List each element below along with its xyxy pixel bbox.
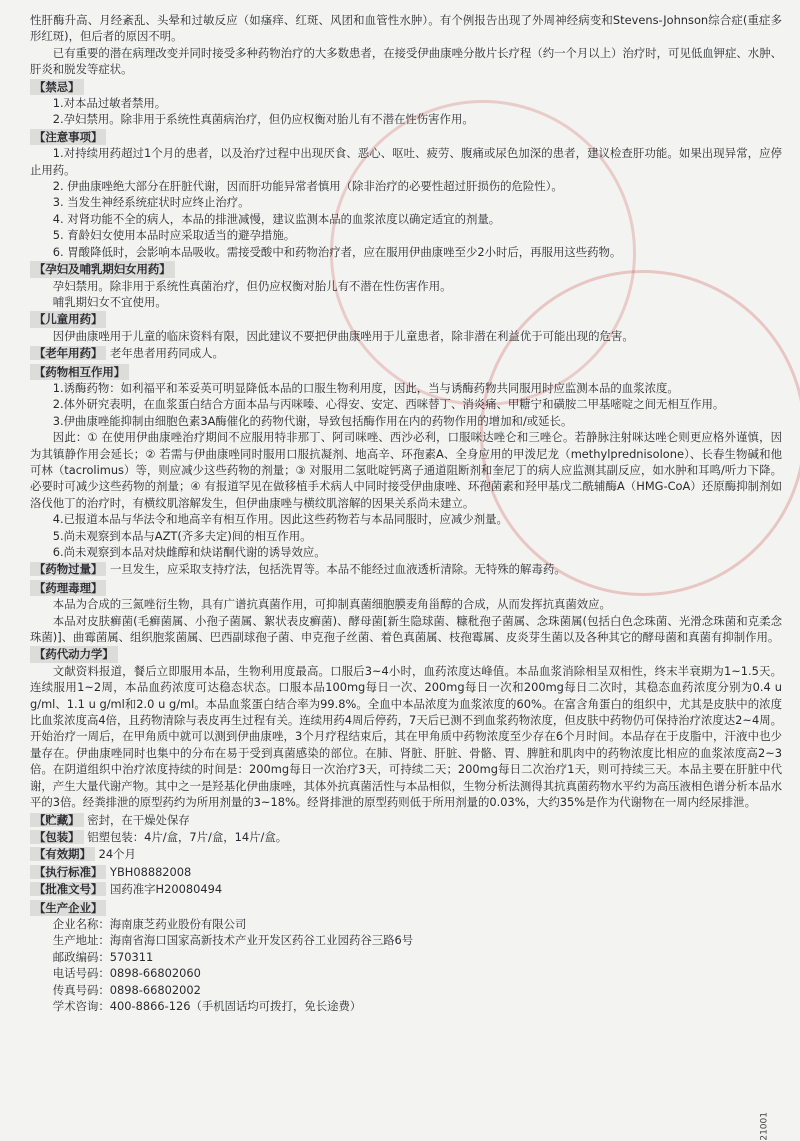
- overdose-heading: 【药物过量】: [30, 562, 106, 576]
- manufacturer-postcode: 邮政编码：570311: [52, 949, 154, 964]
- pregnancy-item: 孕妇禁用。除非用于系统性真菌治疗，但仍应权衡对胎儿有不潜在性伤害作用。: [52, 278, 452, 293]
- interaction-item: 5.尚未观察到本品与AZT(齐多夫定)间的相互作用。: [52, 528, 312, 543]
- validity-text: 24个月: [98, 847, 136, 862]
- contraindications-section: [30, 78, 782, 128]
- pregnancy-section: [30, 260, 782, 310]
- interaction-item: 2.体外研究表明，在血浆蛋白结合方面本品与丙咪嗪、心得安、安定、西咪替丁、消炎痛、甲糖宁和磺胺二甲基嘧啶之间无相互作用。: [52, 397, 725, 412]
- children-text: 因伊曲康唑用于儿童的临床资料有限，因此建议不要把伊曲康唑用于儿童患者，除非潜在利益优于可能出现的危害。: [52, 328, 634, 343]
- manufacturer-fax: 传真号码：0898-66802002: [52, 982, 201, 997]
- package-heading: 【包装】: [30, 830, 84, 844]
- package-section: [30, 829, 782, 845]
- manufacturer-address: 生产地址：海南省海口国家高新技术产业开发区药谷工业园药谷三路6号: [52, 933, 414, 948]
- storage-heading: 【贮藏】: [30, 813, 84, 827]
- precaution-item: 5. 育龄妇女使用本品时应采取适当的避孕措施。: [52, 228, 296, 243]
- approval-text: 国药准字H20080494: [109, 882, 223, 897]
- pharmacokinetics-text: 文献资料报道，餐后立即服用本品，生物利用度最高。口服后3~4小时，血药浓度达峰值。本品血浆消除相呈双相性，终末半衰期为1~1.5天。连续服用1~2周，本品血药浓度可达稳态状态。口服本品100mg每日一次、200mg每日一次和200mg每日二次时，其稳态血药浓度分别为0.4 u g/ml、1.1 u g/ml和2.0 u g/ml。本品血浆蛋白结合率为99.8%。全血中本品浓度为血浆浓度的60%。在富含角蛋白的组织中，尤其是皮肤中的浓度比血浆浓度高4倍，且药物清除与表皮再生过程有关。连续用药4周后停药，7天后已测不到血浆药物浓度，但皮肤中药物仍可保持治疗浓度达2~4周。开始治疗一周后，在甲角质中就可以测到伊曲康唑，3个月疗程结束后，其在甲角质中药物浓度至少存在6个月时间。本品存在于皮脂中，汗液中也少量存在。伊曲康唑同时也集中的分布在易于受到真菌感染的部位。在肺、肾脏、肝脏、骨骼、胃、脾脏和肌肉中的药物浓度比相应的血浆浓度高2~3倍。在阴道组织中治疗浓度持续的时间是：200mg每日一次治疗3天，可持续二天；200mg每日二次治疗1天，则可持续三天。本品主要在肝脏中代谢，产生大量代谢产物。其中之一是羟基化伊曲康唑，其体外抗真菌活性与本品相似，生物分析法测得其抗真菌药物水平约为高压液相色谱分析本品水平的3倍。经粪排泄的原型药约为所用剂量的3~18%。经肾排泄的原型药则低于所用剂量的0.03%，大约35%是作为代谢物在一周内经尿排泄。: [30, 663, 783, 810]
- storage-text: 密封，在干燥处保存: [87, 812, 190, 827]
- manufacturer-phone: 电话号码：0898-66802060: [52, 966, 201, 981]
- print-code: 21001: [760, 1112, 770, 1141]
- intro-paragraph-2: 已有重要的潜在病理改变并同时接受多种药物治疗的大多数患者，在接受伊曲康唑分散片长疗程（约一个月以上）治疗时，可见低血钾症、水肿、肝炎和脱发等症状。: [30, 45, 782, 77]
- intro-section: [30, 12, 782, 78]
- children-section: [30, 310, 782, 344]
- contraindications-heading: 【禁忌】: [30, 79, 84, 95]
- interaction-item: 3.伊曲康唑能抑制由细胞色素3A酶催化的药物代谢，导致包括酶作用在内的药物作用的增加和/或延长。: [52, 413, 573, 428]
- pharmacokinetics-section: [30, 645, 782, 810]
- pregnancy-item: 哺乳期妇女不宜使用。: [52, 294, 167, 309]
- pharmacokinetics-heading: 【药代动力学】: [30, 646, 118, 662]
- precautions-section: [30, 128, 782, 260]
- pharmacology-item: 本品对皮肤癣菌(毛癣菌属、小孢子菌属、絮状表皮癣菌)、酵母菌[新生隐球菌、糠秕孢子菌属、念珠菌属(包括白色念珠菌、光滑念珠菌和克柔念珠菌)]、曲霉菌属、组织胞浆菌属、巴西副球孢子菌、申克孢子丝菌、着色真菌属、枝孢霉属、皮炎芽生菌以及各种其它的酵母菌和真菌有抑制作用。: [30, 613, 782, 645]
- contraindication-item: 2.孕妇禁用。除非用于系统性真菌病治疗，但仍应权衡对胎儿有不潜在性伤害作用。: [52, 112, 474, 127]
- package-text: 铝塑包装：4片/盒，7片/盒，14片/盒。: [87, 829, 288, 844]
- approval-heading: 【批准文号】: [30, 882, 106, 896]
- approval-section: [30, 881, 782, 897]
- standard-text: YBH08882008: [109, 864, 192, 879]
- pregnancy-heading: 【孕妇及哺乳期妇女用药】: [30, 261, 175, 277]
- children-heading: 【儿童用药】: [30, 311, 106, 327]
- elderly-section: [30, 345, 782, 361]
- interaction-item: 6.尚未观察到本品对炔雌醇和炔诺酮代谢的诱导效应。: [52, 545, 326, 559]
- interaction-item: 因此：① 在使用伊曲康唑治疗期间不应服用特非那丁、阿司咪唑、西沙必利，口服咪达唑仑和三唑仑。若静脉注射咪达唑仑则更应格外谨慎，因为其镇静作用会延长；② 若需与伊曲康唑同时服用口服抗凝剂、地高辛、环孢素A、全身应用的甲泼尼龙（methylprednisolone）、长春生物碱和他可林（tacrolimus）等，则应减少这些药物的剂量；③ 对服用二氢吡啶钙离子通道阻断剂和奎尼丁的病人应监测其副反应，如水肿和耳鸣/听力下降。必要时可减少这些药物的剂量；④ 有报道罕见在做移植手术病人中同时接受伊曲康唑、环孢菌素和羟甲基戊二酰辅酶A（HMG-CoA）还原酶抑制剂如洛伐他丁的治疗时，有横纹肌溶解发生，但伊曲康唑与横纹肌溶解的因果关系尚未建立。: [30, 430, 782, 510]
- elderly-text: 老年患者用药同成人。: [109, 346, 224, 361]
- precaution-item: 4. 对肾功能不全的病人，本品的排泄减慢，建议监测本品的血浆浓度以确定适宜的剂量。: [52, 211, 501, 226]
- validity-section: [30, 846, 782, 862]
- standard-section: [30, 864, 782, 880]
- pharmacology-section: [30, 579, 782, 646]
- interaction-item: 4.已报道本品与华法令和地高辛有相互作用。因此这些药物若与本品同服时，应减少剂量。: [52, 512, 508, 527]
- manufacturer-name: 企业名称：海南康芝药业股份有限公司: [52, 916, 247, 931]
- contraindication-item: 1.对本品过敏者禁用。: [52, 96, 167, 111]
- precaution-item: 6. 胃酸降低时，会影响本品吸收。需接受酸中和药物治疗者，应在服用伊曲康唑至少2小时后，再服用这些药物。: [52, 244, 622, 259]
- overdose-section: [30, 561, 782, 577]
- pharmacology-item: 本品为合成的三氮唑衍生物，具有广谱抗真菌作用，可抑制真菌细胞膜麦角甾醇的合成，从而发挥抗真菌效应。: [52, 597, 611, 612]
- manufacturer-heading: 【生产企业】: [30, 900, 106, 916]
- elderly-heading: 【老年用药】: [30, 346, 106, 360]
- pharmacology-heading: 【药理毒理】: [30, 580, 106, 596]
- manufacturer-section: [30, 899, 782, 1015]
- interaction-item: 1.诱酶药物：如利福平和苯妥英可明显降低本品的口服生物利用度，因此，当与诱酶药物共同服用时应监测本品的血浆浓度。: [52, 380, 679, 395]
- standard-heading: 【执行标准】: [30, 865, 106, 879]
- precautions-heading: 【注意事项】: [30, 129, 106, 145]
- interactions-section: [30, 363, 782, 561]
- validity-heading: 【有效期】: [30, 847, 95, 861]
- interactions-heading: 【药物相互作用】: [30, 364, 129, 380]
- package-insert-page: [30, 12, 782, 1014]
- precaution-item: 2. 伊曲康唑绝大部分在肝脏代谢，因而肝功能异常者慎用（除非治疗的必要性超过肝损伤的危险性）。: [52, 179, 563, 194]
- overdose-text: 一旦发生，应采取支持疗法，包括洗胃等。本品不能经过血液透析清除。无特殊的解毒药。: [109, 562, 566, 577]
- precaution-item: 1.对持续用药超过1个月的患者，以及治疗过程中出现厌食、恶心、呕吐、疲劳、腹痛或尿色加深的患者，建议检查肝功能。如果出现异常，应停止用药。: [30, 146, 782, 177]
- storage-section: [30, 812, 782, 828]
- manufacturer-consult: 学术咨询：400-8866-126（手机固话均可拨打，免长途费）: [52, 998, 362, 1013]
- intro-paragraph-1: 性肝酶升高、月经紊乱、头晕和过敏反应（如瘙痒、红斑、风团和血管性水肿）。有个例报告出现了外周神经病变和Stevens-Johnson综合症(重症多形红斑)，但后者的原因不明。: [30, 13, 782, 44]
- precaution-item: 3. 当发生神经系统症状时应终止治疗。: [52, 195, 250, 210]
